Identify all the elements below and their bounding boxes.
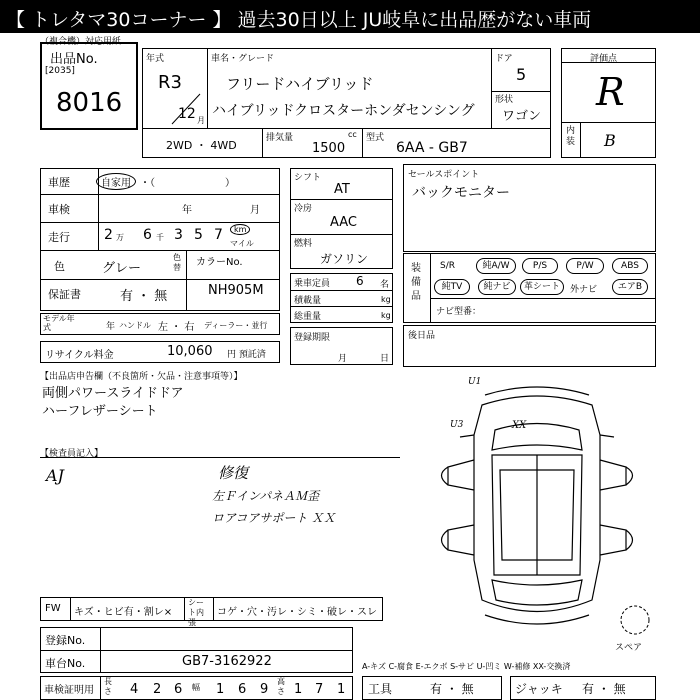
dim-hgt-label: 高さ	[277, 677, 285, 696]
after-date-box	[403, 325, 656, 367]
banner-text: 【 トレタマ30コーナー 】 過去30日以上 JU岐阜に出品歴がない車両	[6, 9, 592, 31]
tools-label: 工具	[368, 682, 393, 696]
color-code: NH905M	[208, 283, 264, 298]
mileage-d2: 6	[143, 227, 152, 243]
jack-value: 有 ・ 無	[582, 682, 626, 696]
legend: A-キズ C-腐食 E-エクボ S-サビ U-凹ミ W-補修 XX-交換済	[362, 662, 571, 671]
dim-wid-1: 6	[238, 682, 247, 697]
mileage-unit-km: km	[230, 224, 250, 235]
recycle-unit: 円 預託済	[227, 350, 266, 360]
model-year-label: モデル年式	[43, 314, 75, 332]
gross-weight-unit: kg	[381, 311, 391, 320]
lot-tag: [2035]	[45, 66, 75, 76]
body-type-label: 形状	[495, 95, 514, 105]
sales-point-label: セールスポイント	[408, 170, 480, 180]
handle-label: ハンドル	[119, 321, 151, 330]
fuel-label: 燃料	[294, 239, 313, 249]
dealer-label: ディーラー・並行	[204, 321, 268, 330]
capacity-value: 6	[356, 274, 364, 288]
dim-wid-2: 9	[260, 682, 269, 697]
mileage-d3: 3	[174, 227, 183, 243]
mileage-d1: 2	[104, 227, 113, 243]
dim-hgt-1: 7	[315, 682, 324, 697]
registration-month-unit: 月	[338, 354, 348, 364]
equip-abs: ABS	[612, 258, 648, 274]
diagram-mark-front: XX	[512, 420, 527, 431]
navi-model-label: ナビ型番：	[436, 307, 482, 317]
fw-label: FW	[45, 603, 61, 614]
color-code-label: カラーNo.	[196, 257, 243, 268]
mileage-label: 走行	[48, 231, 70, 244]
shift-value: AT	[334, 182, 350, 197]
fuel-value: ガソリン	[320, 252, 369, 266]
inspection-year-unit: 年	[182, 205, 192, 216]
year-era: R3	[158, 72, 182, 93]
history-value: 自家用	[96, 173, 136, 190]
equip-aw: 純A/W	[476, 258, 516, 274]
tools-value: 有 ・ 無	[430, 682, 474, 696]
sales-point-value: バックモニター	[412, 185, 510, 201]
dim-len-1: 2	[153, 682, 162, 697]
ac-value: AAC	[330, 215, 357, 230]
after-date-label: 後日品	[408, 331, 436, 341]
inspector-note2: 左ＦインパネＡＭ歪	[212, 489, 320, 503]
chassis-label: 車台No.	[45, 657, 86, 670]
registration-day-unit: 日	[380, 354, 390, 364]
diagram-mark-left: U3	[450, 420, 464, 430]
score-value: R	[596, 70, 625, 114]
lot-label: 出品No.	[50, 52, 98, 67]
car-diagram	[420, 375, 655, 645]
interior-value: B	[604, 131, 616, 150]
mileage-u1: 万	[116, 233, 124, 242]
equip-navi: 純ナビ	[478, 279, 516, 295]
model-name: フリードハイブリッド	[226, 75, 374, 93]
history-rest: ・（ ）	[140, 178, 235, 189]
handle-value: 左 ・ 右	[158, 322, 195, 333]
spare-label: スペア	[615, 643, 643, 653]
seller-notes-line2: ハーフレザーシート	[42, 404, 158, 419]
inspection-month-unit: 月	[250, 205, 260, 216]
equip-ps: P/S	[522, 258, 558, 274]
load-unit: kg	[381, 295, 391, 304]
header-note: （複合機）対応用紙	[40, 37, 122, 47]
dim-hgt-2: 1	[337, 682, 346, 697]
dim-wid-label: 幅	[192, 683, 200, 692]
inspector-note1: 修復	[218, 464, 249, 482]
equip-ext-navi: 外ナビ	[570, 285, 598, 295]
color-label: 色	[54, 260, 65, 273]
seller-notes-label: 【出品店申告欄（不良箇所・欠品・注意事項等）】	[40, 372, 243, 382]
fw-text1: キズ・ヒビ有・割レ×	[74, 607, 173, 618]
load-label: 積載量	[294, 296, 322, 306]
equip-sr: S/R	[440, 261, 455, 271]
equip-leather: 革シート	[520, 279, 564, 295]
displacement-unit: cc	[348, 130, 357, 139]
year-label: 年式	[146, 54, 165, 64]
inspector-label: 【検査員記入】	[40, 449, 104, 459]
doors-value: 5	[516, 65, 527, 84]
doors-label: ドア	[495, 54, 513, 64]
inspector-left-note: AJ	[46, 466, 64, 485]
shift-label: シフト	[294, 173, 322, 183]
model-code-label: 型式	[366, 133, 385, 143]
inspector-note3: ロアコアサポート ＸＸ	[212, 511, 336, 525]
color-value: グレー	[102, 261, 142, 276]
mileage-d5: 7	[214, 227, 223, 243]
recycle-label: リサイクル料金	[45, 350, 114, 361]
seat-label: シート内張	[188, 598, 204, 627]
dim-wid-0: 1	[216, 682, 225, 697]
model-year-unit: 年	[106, 322, 116, 332]
mileage-d4: 5	[194, 227, 203, 243]
equipment-label: 装備品	[411, 263, 421, 302]
history-label: 車歴	[48, 176, 70, 189]
dim-len-label: 長さ	[104, 677, 112, 696]
mileage-u2: 千	[156, 233, 164, 242]
seller-notes-line1: 両側パワースライドドア	[42, 386, 184, 401]
chassis-value: GB7-3162922	[182, 654, 272, 669]
model-code-value: 6AA - GB7	[396, 140, 468, 156]
gross-weight-label: 総重量	[294, 312, 322, 322]
score-label: 評価点	[590, 54, 618, 64]
model-label: 車名・グレード	[211, 54, 275, 64]
recycle-value: 10,060	[167, 344, 213, 359]
interior-label: 内装	[566, 126, 576, 147]
equip-pw: P/W	[566, 258, 604, 274]
jack-label: ジャッキ	[515, 682, 563, 696]
equip-tv: 純TV	[434, 279, 470, 295]
warranty-value: 有 ・ 無	[120, 289, 168, 304]
warranty-label: 保証書	[48, 288, 81, 301]
dimensions-label: 車検証明用	[44, 685, 94, 696]
color-change-label: 色替	[173, 253, 181, 272]
drive-label: 2WD ・ 4WD	[166, 139, 237, 152]
registration-period-label: 登録期限	[294, 333, 331, 343]
inspection-label: 車検	[48, 203, 70, 216]
reg-no-label: 登録No.	[45, 634, 86, 647]
dim-hgt-0: 1	[294, 682, 303, 697]
dim-len-2: 6	[174, 682, 183, 697]
ac-label: 冷房	[294, 204, 313, 214]
mileage-unit-mile: マイル	[230, 239, 254, 248]
displacement-value: 1500	[312, 141, 346, 156]
capacity-label: 乗車定員	[294, 279, 331, 289]
body-type-value: ワゴン	[502, 109, 542, 124]
year-month-unit: 月	[197, 116, 205, 125]
year-month: 12	[178, 106, 196, 122]
equip-airbag: エアB	[612, 279, 648, 295]
dim-len-0: 4	[130, 682, 139, 697]
lot-number: 8016	[56, 88, 123, 118]
model-grade: ハイブリッドクロスターホンダセンシング	[212, 103, 475, 119]
capacity-unit: 名	[380, 280, 390, 290]
diagram-mark-top: U1	[468, 377, 482, 387]
fw-text2: コゲ・穴・汚レ・シミ・破レ・スレ	[217, 607, 377, 618]
displacement-label: 排気量	[266, 133, 294, 143]
